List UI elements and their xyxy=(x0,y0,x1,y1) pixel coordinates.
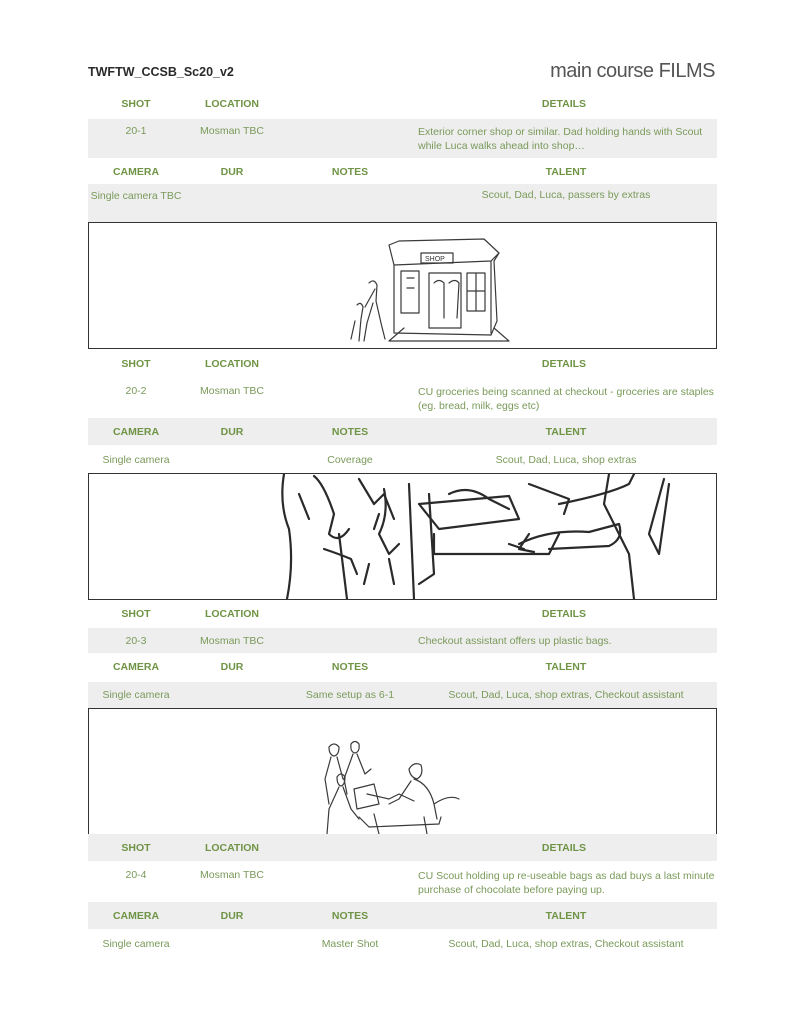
notes-value: Coverage xyxy=(327,453,373,466)
shot-header-row xyxy=(88,834,717,861)
camera-label: CAMERA xyxy=(112,909,160,922)
storyboard-frame xyxy=(88,473,717,600)
camera-header-row xyxy=(88,158,717,185)
shot-number: 20-2 xyxy=(125,385,147,397)
storyboard-frame xyxy=(88,708,717,835)
notes-value xyxy=(280,184,420,222)
location-label: LOCATION xyxy=(204,607,260,620)
shot-number: 20-3 xyxy=(125,634,147,647)
camera-info-row xyxy=(88,682,717,708)
dur-label: DUR xyxy=(220,909,244,922)
shot-details: CU groceries being scanned at checkout - groceries are staples (eg. bread, milk, eggs etc) xyxy=(418,386,714,412)
dur-value xyxy=(184,184,280,222)
camera-label: CAMERA xyxy=(112,660,160,673)
shot-number: 20-1 xyxy=(125,125,147,137)
camera-header-row xyxy=(88,418,717,445)
shot-header-row xyxy=(88,600,717,627)
dur-label: DUR xyxy=(220,165,244,178)
storyboard-sketch-checkout xyxy=(89,474,716,599)
talent-label: TALENT xyxy=(545,660,587,673)
shot-info-row xyxy=(88,379,717,418)
talent-label: TALENT xyxy=(545,165,587,178)
camera-header-row xyxy=(88,653,717,680)
camera-info-row xyxy=(88,446,717,473)
details-label: DETAILS xyxy=(541,357,587,370)
shot-label: SHOT xyxy=(121,97,151,110)
details-label: DETAILS xyxy=(541,97,587,110)
shot-details: Exterior corner shop or similar. Dad holding hands with Scout while Luca walks ahead into shop… xyxy=(418,126,703,152)
dur-label: DUR xyxy=(220,660,244,673)
storyboard-sketch-shop xyxy=(89,223,716,348)
dur-value xyxy=(184,446,280,473)
location-label: LOCATION xyxy=(204,841,260,854)
location-label: LOCATION xyxy=(204,357,260,370)
shot-details: CU Scout holding up re-useable bags as dad buys a last minute purchase of chocolate before paying up. xyxy=(418,870,715,896)
shot-header-row xyxy=(88,350,717,377)
shot-header-row xyxy=(88,90,717,117)
notes-label: NOTES xyxy=(331,165,369,178)
talent-label: TALENT xyxy=(545,425,587,438)
camera-info-row xyxy=(88,930,717,957)
camera-value: Single camera xyxy=(102,689,170,701)
shot-info-row xyxy=(88,628,717,653)
notes-label: NOTES xyxy=(331,425,369,438)
location-value: Mosman TBC xyxy=(200,634,264,647)
dur-value xyxy=(184,930,280,957)
logo-films: FILMS xyxy=(658,60,715,82)
storyboard-frame xyxy=(88,222,717,349)
details-label: DETAILS xyxy=(541,841,587,854)
shot-location: Mosman TBC xyxy=(200,125,264,137)
shot-info-row xyxy=(88,863,717,902)
talent-value: Scout, Dad, Luca, passers by extras xyxy=(481,189,651,201)
shot-details: Checkout assistant offers up plastic bags. xyxy=(418,634,612,647)
details-label: DETAILS xyxy=(541,607,587,620)
camera-value: Single camera TBC xyxy=(90,190,182,202)
company-logo xyxy=(550,60,715,83)
talent-label: TALENT xyxy=(545,909,587,922)
notes-label: NOTES xyxy=(331,909,369,922)
camera-value: Single camera xyxy=(102,937,170,950)
shot-info-row xyxy=(88,119,717,158)
camera-info-row xyxy=(88,184,717,222)
storyboard-sketch-bags xyxy=(89,709,716,834)
shot-location: Mosman TBC xyxy=(200,869,264,881)
notes-value: Same setup as 6-1 xyxy=(305,689,395,701)
shop-sign: SHOP xyxy=(425,256,445,263)
notes-value: Master Shot xyxy=(321,937,379,950)
dur-value xyxy=(184,682,280,708)
talent-value: Scout, Dad, Luca, shop extras xyxy=(495,453,637,466)
notes-label: NOTES xyxy=(331,660,369,673)
talent-value: Scout, Dad, Luca, shop extras, Checkout assistant xyxy=(448,689,684,701)
location-label: LOCATION xyxy=(204,97,260,110)
logo-main: main course xyxy=(550,60,659,82)
camera-value: Single camera xyxy=(102,453,170,466)
document-title: TWFTW_CCSB_Sc20_v2 xyxy=(88,65,234,79)
shot-label: SHOT xyxy=(121,607,151,620)
camera-label: CAMERA xyxy=(112,165,160,178)
shot-number: 20-4 xyxy=(125,869,147,881)
camera-header-row xyxy=(88,902,717,929)
shot-label: SHOT xyxy=(121,841,151,854)
camera-label: CAMERA xyxy=(112,425,160,438)
shot-label: SHOT xyxy=(121,357,151,370)
dur-label: DUR xyxy=(220,425,244,438)
talent-value: Scout, Dad, Luca, shop extras, Checkout assistant xyxy=(448,937,684,950)
shot-location: Mosman TBC xyxy=(200,385,264,397)
